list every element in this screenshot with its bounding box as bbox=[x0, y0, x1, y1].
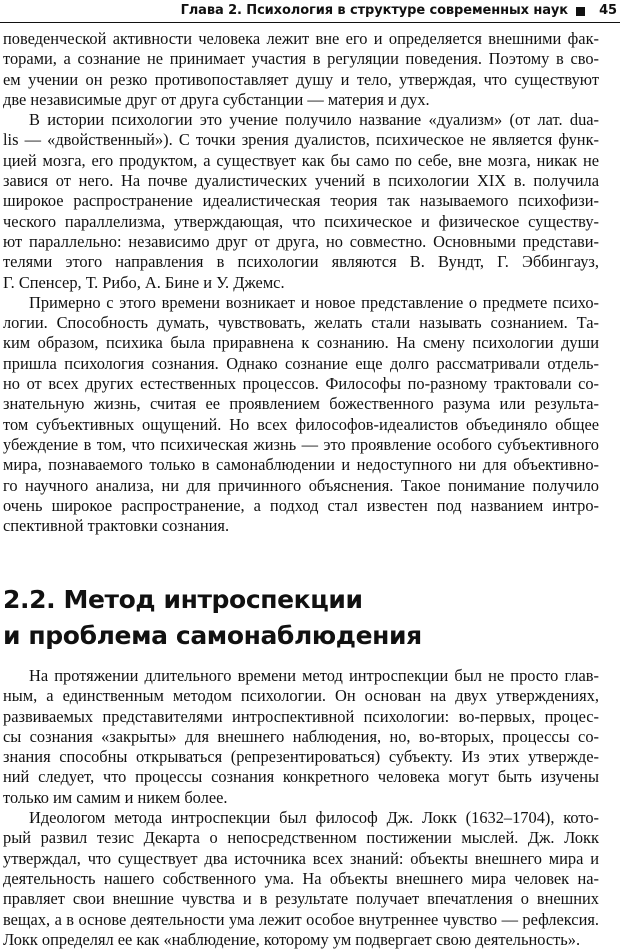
text-line: логии. Способность думать, чувствовать, желать стали называть сознанием. Та- bbox=[3, 313, 599, 333]
text-line: ют параллельно: независимо друг от друга, но совместно. Основными представи- bbox=[3, 231, 599, 251]
text-line: Идеологом метода интроспекции был философ Дж. Локк (1632–1704), кото- bbox=[29, 808, 599, 828]
section-2-text bbox=[3, 666, 599, 950]
text-line: правляет свои внешние чувства и в результате получает впечатления о внешних bbox=[3, 889, 599, 909]
text-line: убеждение в том, что психическая жизнь — это проявление особого субъективного bbox=[3, 434, 599, 454]
section-heading-line-2: и проблема самонаблюдения bbox=[3, 621, 422, 650]
running-header bbox=[0, 0, 620, 24]
running-title: Глава 2. Психология в структуре современных наук bbox=[180, 3, 568, 18]
text-line: утверждал, что существует два источника всех знаний: объекты внешнего мира и bbox=[3, 848, 599, 868]
text-line: две независимые друг от друга субстанции — материя и дух. bbox=[3, 89, 430, 109]
text-line: широкое распространение идеалистическая теория так называемого психофизи- bbox=[3, 191, 599, 211]
text-line: завися от него. На почве дуалистических учений в психологии XIX в. получила bbox=[3, 171, 599, 191]
text-line: Примерно с этого времени возникает и новое представление о предмете психо- bbox=[29, 292, 599, 312]
text-line: цией мозга, его продуктом, а существует как бы само по себе, вне мозга, никак не bbox=[3, 150, 599, 170]
text-line: очень широкое распространение, а подход стал известен под названием интро- bbox=[3, 495, 599, 515]
section-1-text bbox=[3, 29, 599, 536]
text-line: ким образом, психика была приравнена к сознанию. На смену психологии души bbox=[3, 333, 599, 353]
page-number: 45 bbox=[599, 3, 617, 18]
section-heading bbox=[3, 582, 503, 654]
text-line: знательную жизнь, считая ее проявлением божественного разума или результа- bbox=[3, 394, 599, 414]
text-line: сы сознания «закрыты» для внешнего наблюдения, но, во-вторых, процессы со- bbox=[3, 726, 599, 746]
text-line: мира, познаваемого только в самонаблюдении и недоступного ни для объективно- bbox=[3, 455, 599, 475]
text-line: Г. Спенсер, Т. Рибо, А. Бине и У. Джемс. bbox=[3, 272, 285, 292]
text-line: знания способны открываться (репрезентироваться) субъекту. Из этих утвержде- bbox=[3, 747, 599, 767]
text-line: ческого параллелизма, утверждающая, что психическое и физическое существу- bbox=[3, 211, 599, 231]
text-line: На протяжении длительного времени метод интроспекции был не просто глав- bbox=[29, 666, 599, 685]
text-line: lis — «двойственный»). С точки зрения дуалистов, психическое не является функ- bbox=[3, 130, 599, 150]
text-line: деятельность нашего собственного ума. На объекты внешнего мира человек на- bbox=[3, 868, 599, 888]
header-rule bbox=[0, 22, 620, 23]
text-line: Локк определял ее как «наблюдение, которому ум подвергает свою деятельность». bbox=[3, 929, 581, 949]
text-line: спективной трактовки сознания. bbox=[3, 516, 230, 536]
text-line: ний следует, что процессы сознания конкретного человека могут быть изучены bbox=[3, 767, 599, 787]
text-line: том субъективных ощущений. Но всех философов-идеалистов объединяло общее bbox=[3, 414, 599, 434]
text-line: пришла психология сознания. Однако сознание еще долго рассматривали отдель- bbox=[3, 353, 599, 373]
text-line: ным, а единственным методом психологии. Он основан на двух утверждениях, bbox=[3, 686, 599, 706]
text-line: только им самим и никем более. bbox=[3, 787, 228, 807]
text-line: но от всех других естественных процессов. Философы по-разному трактовали со- bbox=[3, 374, 599, 394]
text-line: торами, а сознание не принимает участия в регуляции поведения. Поэтому в сво- bbox=[3, 49, 599, 69]
text-line: развиваемых представителями интроспективной психологии: во-первых, процес- bbox=[3, 706, 599, 726]
header-square-bullet bbox=[576, 7, 585, 16]
text-line: вещах, а в основе деятельности ума лежит особое внутреннее чувство — рефлексия. bbox=[3, 909, 599, 929]
text-line: рый развил тезис Декарта о непосредственном постижении мыслей. Дж. Локк bbox=[3, 828, 599, 848]
text-line: ем учении он резко противопоставляет душу и тело, утверждая, что существуют bbox=[3, 69, 599, 89]
text-line: В истории психологии это учение получило название «дуализм» (от лат. dua- bbox=[29, 110, 599, 130]
text-line: телями этого направления в психологии являются В. Вундт, Г. Эббингауз, bbox=[3, 252, 599, 272]
text-line: го научного анализа, ни для причинного объяснения. Такое понимание получило bbox=[3, 475, 599, 495]
section-heading-line-1: 2.2. Метод интроспекции bbox=[3, 585, 363, 614]
text-line: поведенческой активности человека лежит вне его и определяется внешними фак- bbox=[3, 29, 599, 48]
